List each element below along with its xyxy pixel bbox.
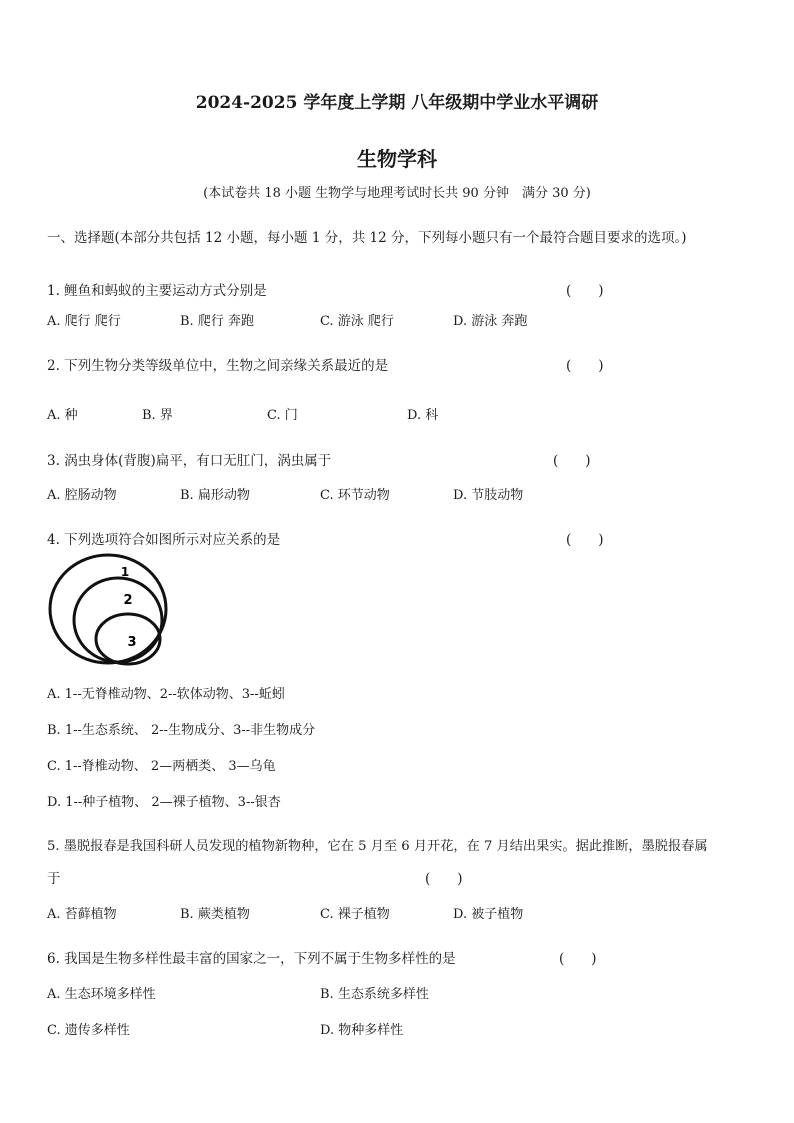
question-3-stem: 3. 涡虫身体(背腹)扁平，有口无肛门，涡虫属于	[47, 453, 332, 469]
question-2-option-a: A. 种	[47, 408, 78, 423]
question-5-option-a: A. 苔藓植物	[47, 907, 117, 922]
question-5-option-d: D. 被子植物	[453, 907, 524, 922]
question-5-stem: 5. 墨脱报春是我国科研人员发现的植物新物种，它在 5 月至 6 月开花，在 7 月结出果实。据此推断，墨脱报春属	[47, 839, 708, 854]
section-heading: 一、选择题(本部分共包括 12 小题，每小题 1 分，共 12 分，下列每小题只有一个最符合题目要求的选项。)	[47, 230, 687, 246]
question-4-option-a: A. 1--无脊椎动物、2--软体动物、3--蚯蚓	[47, 687, 285, 702]
figure-circle-1	[50, 555, 166, 663]
question-5-option-b: B. 蕨类植物	[180, 907, 250, 922]
question-6-option-b: B. 生态系统多样性	[320, 987, 429, 1002]
question-4-option-d: D. 1--种子植物、 2—裸子植物、3--银杏	[47, 795, 281, 810]
question-5-stem-continuation: 于	[47, 871, 61, 887]
question-2-stem: 2. 下列生物分类等级单位中，生物之间亲缘关系最近的是	[47, 358, 389, 374]
question-4-stem: 4. 下列选项符合如图所示对应关系的是	[47, 532, 281, 548]
question-2-answer-blank: ( )	[566, 358, 604, 374]
nested-circles-figure	[48, 552, 170, 668]
figure-label-3: 3	[127, 635, 137, 650]
question-4-option-b: B. 1--生态系统、 2--生物成分、3--非生物成分	[47, 723, 316, 738]
question-1-answer-blank: ( )	[566, 283, 604, 299]
question-3-option-c: C. 环节动物	[320, 488, 390, 503]
question-6-stem: 6. 我国是生物多样性最丰富的国家之一，下列不属于生物多样性的是	[47, 951, 456, 967]
figure-label-2: 2	[123, 593, 133, 608]
question-5-option-c: C. 裸子植物	[320, 907, 390, 922]
question-4-option-c: C. 1--脊椎动物、 2—两栖类、 3—乌龟	[47, 759, 276, 774]
question-1-option-b: B. 爬行 奔跑	[180, 314, 254, 329]
question-6-option-c: C. 遗传多样性	[47, 1023, 130, 1038]
question-3-option-d: D. 节肢动物	[453, 488, 524, 503]
question-1-option-d: D. 游泳 奔跑	[453, 314, 528, 329]
question-6-answer-blank: ( )	[559, 951, 597, 967]
question-6-option-d: D. 物种多样性	[320, 1023, 404, 1038]
question-4-answer-blank: ( )	[566, 532, 604, 548]
question-2-option-d: D. 科	[407, 408, 439, 423]
question-6-option-a: A. 生态环境多样性	[47, 987, 156, 1002]
question-2-option-b: B. 界	[142, 408, 173, 423]
question-5-answer-blank: ( )	[425, 871, 463, 887]
figure-label-1: 1	[120, 565, 130, 579]
question-3-option-b: B. 扁形动物	[180, 488, 250, 503]
exam-title: 2024-2025 学年度上学期 八年级期中学业水平调研	[195, 93, 599, 113]
question-1-option-a: A. 爬行 爬行	[47, 314, 121, 329]
exam-note: (本试卷共 18 小题 生物学与地理考试时长共 90 分钟 满分 30 分)	[203, 186, 591, 201]
question-2-option-c: C. 门	[267, 408, 298, 423]
question-3-option-a: A. 腔肠动物	[47, 488, 117, 503]
question-1-stem: 1. 鲤鱼和蚂蚁的主要运动方式分别是	[47, 283, 267, 299]
question-3-answer-blank: ( )	[553, 453, 591, 469]
question-1-option-c: C. 游泳 爬行	[320, 314, 394, 329]
subject-title: 生物学科	[357, 147, 437, 171]
